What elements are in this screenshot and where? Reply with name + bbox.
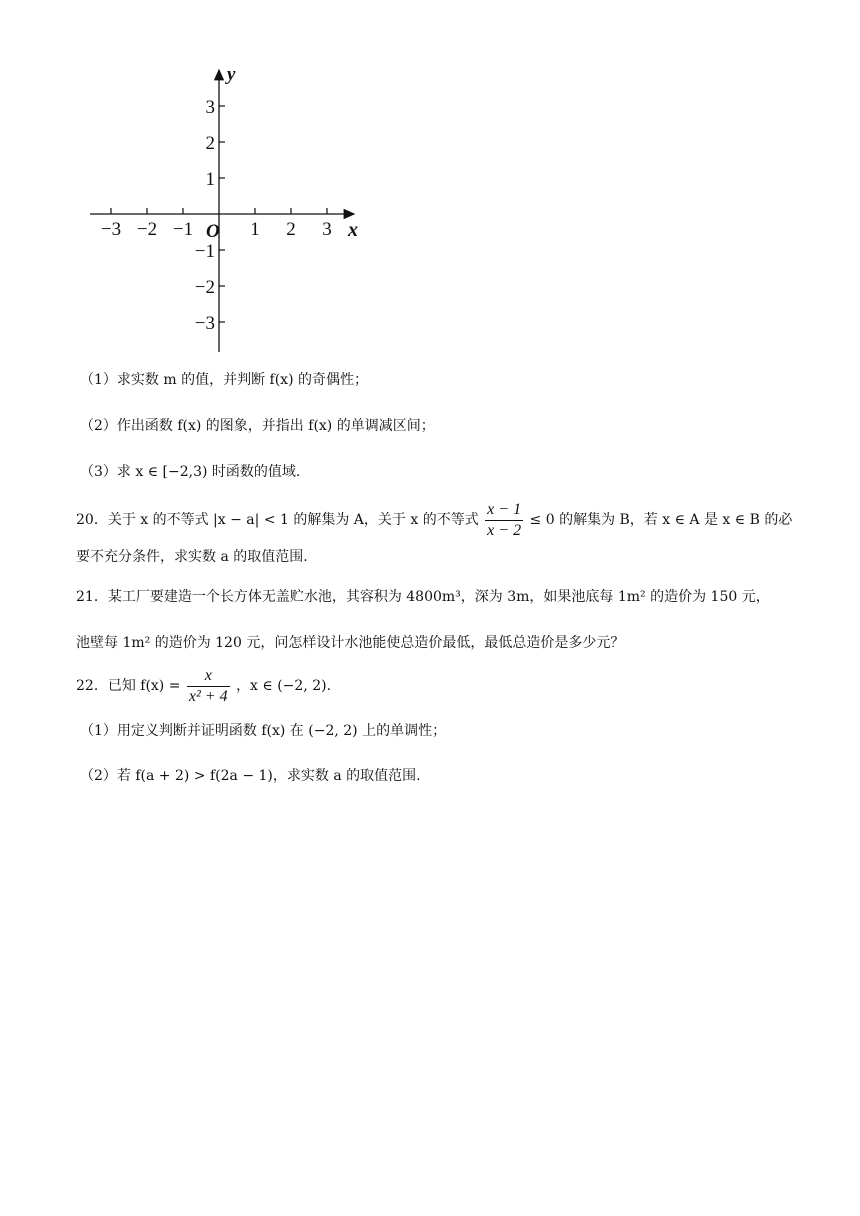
x-tick-label: 1 xyxy=(250,219,260,240)
q22-part1: （1）用定义判断并证明函数 f(x) 在 (−2, 2) 上的单调性； xyxy=(80,723,447,739)
q22-intro-b: ，x ∈ (−2, 2). xyxy=(236,678,332,694)
x-tick-label: −3 xyxy=(100,219,122,240)
q20-fraction xyxy=(485,500,523,541)
origin-label: O xyxy=(206,221,220,242)
q20-line1 xyxy=(76,498,792,542)
y-tick-label: 2 xyxy=(205,133,215,154)
x-tick-label: 2 xyxy=(286,219,296,240)
q21-line1: 21．某工厂要建造一个长方体无盖贮水池，其容积为 4800m³，深为 3m，如果池底每 1m² 的造价为 150 元， xyxy=(76,589,770,605)
x-axis-label: x xyxy=(348,219,358,241)
q21-line2: 池壁每 1m² 的造价为 120 元，问怎样设计水池能使总造价最低，最低总造价是多少元？ xyxy=(76,635,625,651)
x-tick-label: −1 xyxy=(172,219,194,240)
q19-part2: （2）作出函数 f(x) 的图象，并指出 f(x) 的单调减区间； xyxy=(80,418,435,434)
q20-frac-den: x − 2 xyxy=(487,521,522,539)
y-axis-label: y xyxy=(227,64,236,85)
x-tick-label: 3 xyxy=(322,219,332,240)
q22-fraction xyxy=(187,666,230,707)
q22-intro-a: 22．已知 f(x) = xyxy=(76,678,181,694)
q20-text-a: 20．关于 x 的不等式 |x − a| < 1 的解集为 A，关于 x 的不等式 xyxy=(76,512,479,528)
x-tick-label: −2 xyxy=(136,219,158,240)
y-tick-label: −1 xyxy=(194,241,215,262)
q22-frac-den: x² + 4 xyxy=(188,687,228,705)
q19-part1: （1）求实数 m 的值，并判断 f(x) 的奇偶性； xyxy=(80,372,368,388)
q22-frac-num: x xyxy=(187,666,230,687)
y-tick-label: 3 xyxy=(205,97,215,118)
q22-part2: （2）若 f(a + 2) > f(2a − 1)，求实数 a 的取值范围. xyxy=(80,768,421,784)
q20-text-b: ≤ 0 的解集为 B，若 x ∈ A 是 x ∈ B 的必 xyxy=(529,512,793,528)
q22-intro xyxy=(76,664,331,708)
y-tick-label: 1 xyxy=(205,169,215,190)
coordinate-axes-figure xyxy=(86,64,376,364)
y-tick-label: −3 xyxy=(194,313,215,334)
q20-frac-num: x − 1 xyxy=(485,500,523,521)
q20-line2: 要不充分条件，求实数 a 的取值范围. xyxy=(76,549,308,565)
y-tick-label: −2 xyxy=(194,277,215,298)
q19-part3: （3）求 x ∈ [−2,3) 时函数的值域. xyxy=(80,464,301,480)
